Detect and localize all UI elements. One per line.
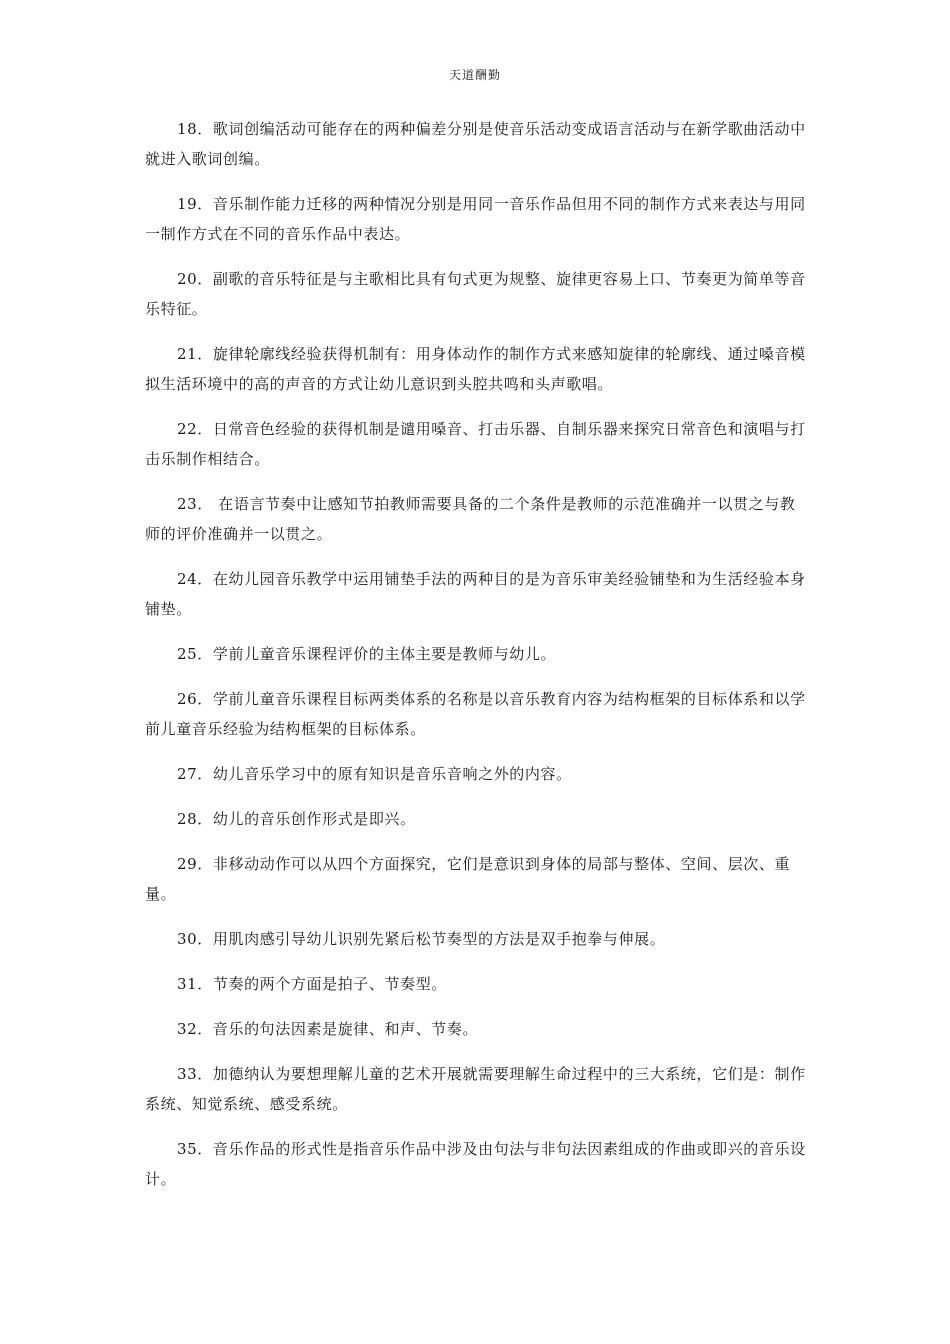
list-item: 19．音乐制作能力迁移的两种情况分别是用同一音乐作品但用不同的制作方式来表达与用同一制作方式在不同的音乐作品中表达。 (145, 195, 806, 243)
list-item: 29．非移动动作可以从四个方面探究，它们是意识到身体的局部与整体、空间、层次、重量。 (145, 855, 791, 903)
page-header: 天道酬勤 (448, 68, 501, 82)
list-item: 20．副歌的音乐特征是与主歌相比具有句式更为规整、旋律更容易上口、节奏更为简单等音乐特征。 (145, 270, 806, 318)
list-item: 32．音乐的句法因素是旋律、和声、节奏。 (177, 1020, 479, 1038)
list-item: 27．幼儿音乐学习中的原有知识是音乐音响之外的内容。 (177, 765, 572, 783)
list-item: 28．幼儿的音乐创作形式是即兴。 (177, 810, 416, 828)
list-item: 30．用肌肉感引导幼儿识别先紧后松节奏型的方法是双手抱拳与伸展。 (177, 930, 666, 948)
list-item: 18．歌词创编活动可能存在的两种偏差分别是使音乐活动变成语言活动与在新学歌曲活动中就进入歌词创编。 (145, 120, 806, 168)
list-item: 33．加德纳认为要想理解儿童的艺术开展就需要理解生命过程中的三大系统，它们是：制作系统、知觉系统、感受系统。 (145, 1065, 806, 1113)
list-item: 23． 在语言节奏中让感知节拍教师需要具备的二个条件是教师的示范准确并一以贯之与教师的评价准确并一以贯之。 (145, 495, 796, 543)
list-item: 25．学前儿童音乐课程评价的主体主要是教师与幼儿。 (177, 645, 557, 663)
list-item: 35．音乐作品的形式性是指音乐作品中涉及由句法与非句法因素组成的作曲或即兴的音乐设计。 (145, 1140, 806, 1188)
list-item: 24．在幼儿园音乐教学中运用铺垫手法的两种目的是为音乐审美经验铺垫和为生活经验本身铺垫。 (145, 570, 806, 618)
list-item: 22．日常音色经验的获得机制是谴用嗓音、打击乐器、自制乐器来探究日常音色和演唱与打击乐制作相结合。 (145, 420, 806, 468)
list-item: 31．节奏的两个方面是拍子、节奏型。 (177, 975, 447, 993)
document-body (145, 114, 810, 1209)
list-item: 21．旋律轮廓线经验获得机制有：用身体动作的制作方式来感知旋律的轮廓线、通过嗓音模拟生活环境中的高的声音的方式让幼儿意识到头腔共鸣和头声歌唱。 (145, 345, 806, 393)
list-item: 26．学前儿童音乐课程目标两类体系的名称是以音乐教育内容为结构框架的目标体系和以学前儿童音乐经验为结构框架的目标体系。 (145, 690, 806, 738)
